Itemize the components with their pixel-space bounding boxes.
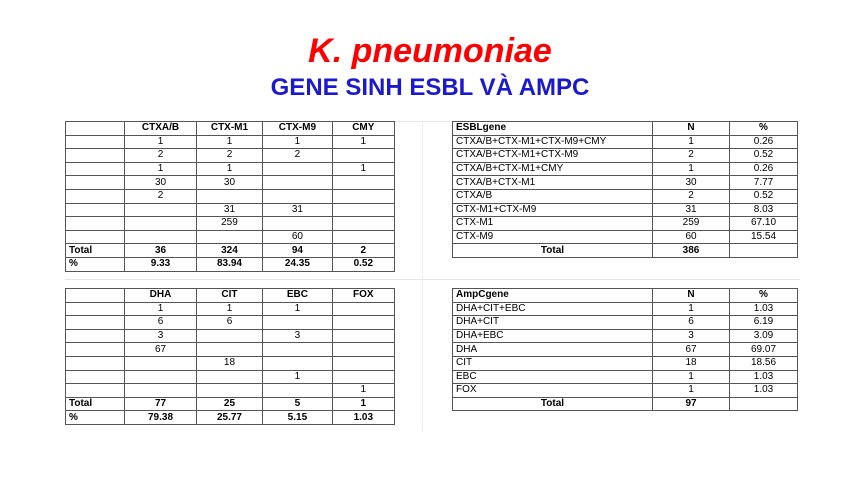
data-row-cell: CIT [453,356,653,370]
data-row-cell: 18 [653,356,730,370]
data-row-cell: CTXA/B+CTX-M1 [453,176,653,190]
data-row-cell: CTXA/B+CTX-M1+CTX-M9+CMY [453,135,653,149]
data-row-cell [332,356,394,370]
data-row [453,384,798,398]
data-row-cell [263,189,332,203]
data-row-cell [196,370,262,384]
esbl-gene-table [452,121,798,258]
data-row-cell [125,384,197,398]
total-row-cell: 5 [263,397,332,411]
data-row-cell: 1.03 [730,384,798,398]
percent-row-cell: 5.15 [263,411,332,425]
total-row-cell: 2 [332,244,394,258]
data-row [453,149,798,163]
data-row-cell: 6 [125,316,197,330]
total-row-cell: Total [66,244,125,258]
data-row-cell: 60 [653,230,730,244]
slide-title: K. pneumoniae [308,32,552,70]
data-row-cell: 3 [125,329,197,343]
data-row [453,343,798,357]
data-row-cell [66,302,125,316]
total-row-cell [730,244,798,258]
header-row-cell: DHA [125,289,197,303]
total-row [66,244,395,258]
percent-row-cell: 83.94 [196,257,262,271]
data-row [66,329,395,343]
data-row [453,203,798,217]
data-row [453,329,798,343]
data-row-cell: 1 [263,370,332,384]
data-row-cell: 1 [125,135,197,149]
data-row-cell: 2 [653,189,730,203]
data-row [453,135,798,149]
data-row-cell [332,189,394,203]
percent-row-cell: 9.33 [125,257,197,271]
header-row-cell: EBC [263,289,332,303]
data-row [66,316,395,330]
grid-line [422,121,423,431]
data-row-cell: 1 [653,384,730,398]
data-row-cell: 6 [196,316,262,330]
header-row-cell: % [730,289,798,303]
data-row-cell: 30 [196,176,262,190]
data-row-cell [66,356,125,370]
data-row-cell: 1 [332,162,394,176]
data-row-cell [332,230,394,244]
data-row-cell [332,217,394,231]
total-row-cell: 77 [125,397,197,411]
data-row-cell: DHA+CIT [453,316,653,330]
data-row-cell: 0.26 [730,162,798,176]
header-row-cell: AmpCgene [453,289,653,303]
data-row-cell: 18 [196,356,262,370]
data-row-cell: 1 [653,302,730,316]
data-row [66,302,395,316]
total-row-cell: 94 [263,244,332,258]
slide-subtitle: GENE SINH ESBL VÀ AMPC [270,74,590,101]
data-row-cell [332,149,394,163]
data-row-cell [196,329,262,343]
data-row [453,370,798,384]
data-row-cell: 259 [653,217,730,231]
data-row-cell: 3.09 [730,329,798,343]
data-row [66,217,395,231]
data-row-cell [196,384,262,398]
data-row-cell [332,343,394,357]
percent-row [66,411,395,425]
data-row-cell: 2 [125,189,197,203]
data-row-cell: 6 [653,316,730,330]
data-row [453,316,798,330]
header-row-cell: CMY [332,122,394,136]
data-row-cell: 31 [653,203,730,217]
data-row-cell: DHA+EBC [453,329,653,343]
header-row-cell: FOX [332,289,394,303]
total-row-cell: 36 [125,244,197,258]
data-row-cell: 69.07 [730,343,798,357]
data-row [66,230,395,244]
data-row-cell [332,302,394,316]
percent-row-cell: 1.03 [332,411,394,425]
data-row-cell: 1 [263,135,332,149]
data-row-cell: CTXA/B+CTX-M1+CMY [453,162,653,176]
data-row-cell: 1 [125,162,197,176]
data-row [66,356,395,370]
data-row-cell [125,370,197,384]
data-row-cell [332,176,394,190]
data-row-cell [66,135,125,149]
data-row-cell: 60 [263,230,332,244]
data-row-cell [66,316,125,330]
ampc-gene-table [452,288,798,411]
percent-row [66,257,395,271]
percent-row-cell: 24.35 [263,257,332,271]
data-row-cell [332,203,394,217]
data-row [66,203,395,217]
percent-row-cell: 79.38 [125,411,197,425]
header-row-cell: CTXA/B [125,122,197,136]
data-row-cell: FOX [453,384,653,398]
data-row-cell: 259 [196,217,262,231]
data-row-cell [66,217,125,231]
ampc-combination-table [65,288,395,425]
data-row-cell: 1 [196,135,262,149]
data-row-cell [263,176,332,190]
data-row [66,176,395,190]
total-row-cell: Total [453,397,653,411]
percent-row-cell: 25.77 [196,411,262,425]
header-row-cell: N [653,289,730,303]
data-row-cell: CTXA/B [453,189,653,203]
total-row-cell [730,397,798,411]
data-row-cell [66,189,125,203]
data-row-cell: 1 [332,135,394,149]
data-row-cell: 67 [653,343,730,357]
data-row-cell [196,189,262,203]
total-row-cell: Total [66,397,125,411]
data-row-cell [66,384,125,398]
data-row-cell: 15.54 [730,230,798,244]
esbl-combination-table [65,121,395,272]
data-row-cell: 3 [653,329,730,343]
grid-line [65,279,800,280]
header-row-cell: CTX-M1 [196,122,262,136]
data-row-cell: CTX-M1 [453,217,653,231]
data-row-cell [125,356,197,370]
data-row-cell: 30 [125,176,197,190]
data-row-cell: 31 [263,203,332,217]
data-row-cell: 30 [653,176,730,190]
total-row-cell: 1 [332,397,394,411]
data-row [66,370,395,384]
data-row [453,217,798,231]
header-row-cell: % [730,122,798,136]
total-row-cell: 97 [653,397,730,411]
data-row-cell [263,384,332,398]
percent-row-cell: 0.52 [332,257,394,271]
data-row-cell [66,370,125,384]
data-row-cell [66,329,125,343]
header-row [453,289,798,303]
data-row-cell [125,217,197,231]
header-row-cell: ESBLgene [453,122,653,136]
data-row-cell: EBC [453,370,653,384]
data-row-cell: 1.03 [730,302,798,316]
data-row-cell [196,343,262,357]
data-row-cell [332,316,394,330]
data-row-cell [332,329,394,343]
data-row [66,343,395,357]
data-row-cell: 18.56 [730,356,798,370]
data-row [453,162,798,176]
data-row-cell: 8.03 [730,203,798,217]
data-row-cell: CTXA/B+CTX-M1+CTX-M9 [453,149,653,163]
data-row-cell: 0.26 [730,135,798,149]
data-row-cell: 1 [125,302,197,316]
header-row-cell [66,289,125,303]
data-row-cell: 1 [263,302,332,316]
data-row-cell: 67 [125,343,197,357]
header-row [66,289,395,303]
data-row-cell: 2 [125,149,197,163]
percent-row-cell: % [66,411,125,425]
header-row [453,122,798,136]
data-row [66,162,395,176]
header-row [66,122,395,136]
total-row [453,244,798,258]
header-row-cell: N [653,122,730,136]
data-row-cell [125,230,197,244]
header-row-cell [66,122,125,136]
data-row-cell: 2 [263,149,332,163]
data-row-cell: 7.77 [730,176,798,190]
data-row-cell: 1.03 [730,370,798,384]
total-row-cell: Total [453,244,653,258]
data-row-cell: DHA [453,343,653,357]
data-row-cell [66,149,125,163]
total-row-cell: 25 [196,397,262,411]
data-row-cell: 0.52 [730,149,798,163]
data-row-cell: 1 [653,135,730,149]
data-row-cell [66,176,125,190]
data-row-cell: 1 [196,162,262,176]
data-row [66,189,395,203]
total-row [66,397,395,411]
data-row [453,176,798,190]
percent-row-cell: % [66,257,125,271]
total-row-cell: 386 [653,244,730,258]
data-row-cell [66,230,125,244]
data-row-cell [263,356,332,370]
data-row-cell [263,343,332,357]
data-row-cell: 1 [653,370,730,384]
data-row-cell: CTX-M9 [453,230,653,244]
data-row-cell [125,203,197,217]
data-row-cell: 1 [196,302,262,316]
data-row-cell: 2 [653,149,730,163]
data-row-cell: DHA+CIT+EBC [453,302,653,316]
data-row-cell [196,230,262,244]
data-row [66,135,395,149]
data-row-cell: 67.10 [730,217,798,231]
header-row-cell: CTX-M9 [263,122,332,136]
data-row-cell [66,162,125,176]
data-row-cell: CTX-M1+CTX-M9 [453,203,653,217]
data-row-cell: 0.52 [730,189,798,203]
data-row-cell [263,316,332,330]
data-row-cell: 2 [196,149,262,163]
data-row [453,356,798,370]
data-row-cell [66,203,125,217]
data-row [66,384,395,398]
data-row [66,149,395,163]
data-row [453,189,798,203]
total-row-cell: 324 [196,244,262,258]
data-row-cell [263,217,332,231]
total-row [453,397,798,411]
data-row [453,302,798,316]
data-row-cell: 1 [653,162,730,176]
header-row-cell: CIT [196,289,262,303]
data-row-cell: 3 [263,329,332,343]
data-row-cell: 6.19 [730,316,798,330]
data-row-cell: 1 [332,384,394,398]
data-row-cell [332,370,394,384]
data-row-cell: 31 [196,203,262,217]
data-row-cell [66,343,125,357]
data-row [453,230,798,244]
data-row-cell [263,162,332,176]
